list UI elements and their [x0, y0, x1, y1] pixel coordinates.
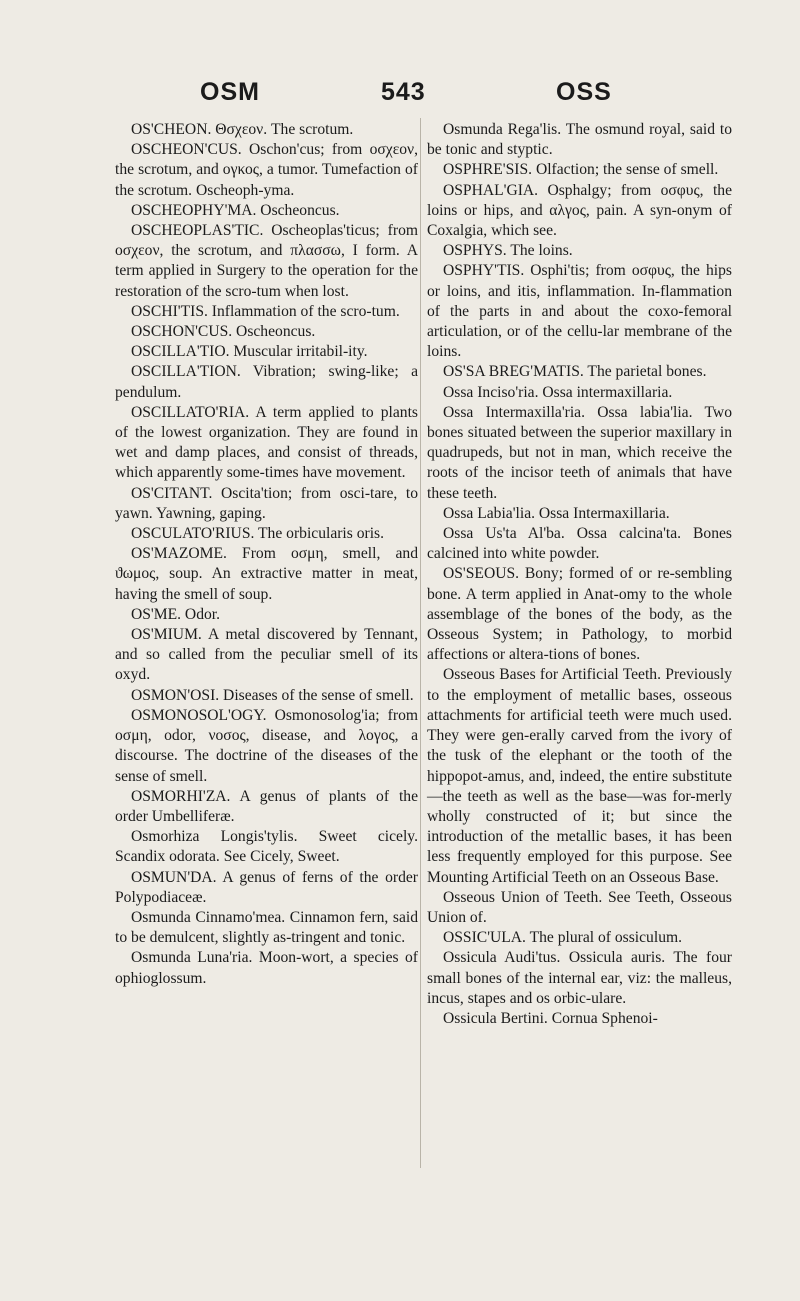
dictionary-entry: OSCILLA'TION. Vibration; swing-like; a pendulum.: [115, 363, 418, 401]
dictionary-entry: Ossa Inciso'ria. Ossa intermaxillaria.: [443, 383, 673, 401]
dictionary-entry: OSCHI'TIS. Inflammation of the scro-tum.: [131, 302, 400, 320]
dictionary-entry: OSCHEOPLAS'TIC. Oscheoplas'ticus; from οσχεον, the scrotum, and πλασσω, I form. A term applied in Surgery to the operation for the restoration of the scro-tum when lost.: [115, 222, 418, 300]
dictionary-entry: OSMUN'DA. A genus of ferns of the order Polypodiaceæ.: [115, 868, 418, 906]
dictionary-entry: OS'CITANT. Oscita'tion; from osci-tare, to yawn. Yawning, gaping.: [115, 484, 418, 522]
header-left-guide-word: OSM: [200, 78, 260, 106]
dictionary-entry: Ossicula Bertini. Cornua Sphenoi-: [443, 1009, 658, 1027]
dictionary-entry: OSMON'OSI. Diseases of the sense of smell.: [131, 686, 414, 704]
dictionary-entry: OS'MIUM. A metal discovered by Tennant, and so called from the peculiar smell of its oxyd.: [115, 626, 418, 684]
dictionary-entry: Osseous Bases for Artificial Teeth. Previously to the employment of metallic bases, osseous attachments for artificial teeth were much used. They were gen-erally carved from the ivory of the tusk of the elephant or the tooth of the hippopot-amus, and, indeed, the entire substitute—the teeth as well as the base—was for-merly wholly constructed of it; but since the introduction of the metallic bases, it has been less frequently employed for this purpose. See Mounting Artificial Teeth on an Osseous Base.: [427, 666, 732, 886]
running-header: [0, 78, 800, 112]
dictionary-entry: Ossa Intermaxilla'ria. Ossa labia'lia. Two bones situated between the superior maxillary in quadrupeds, but not in man, which receive the roots of the incisor teeth of animals that have these teeth.: [427, 403, 732, 502]
dictionary-entry: Osmunda Luna'ria. Moon-wort, a species of ophioglossum.: [115, 949, 418, 987]
dictionary-entry: OSCHEOPHY'MA. Oscheoncus.: [131, 201, 340, 219]
dictionary-entry: OSPHAL'GIA. Osphalgy; from οσφυς, the loins or hips, and αλγος, pain. A syn-onym of Coxalgia, which see.: [427, 181, 732, 240]
dictionary-entry: OSCULATO'RIUS. The orbicularis oris.: [131, 525, 385, 543]
right-column: [427, 120, 732, 1029]
dictionary-entry: Ossa Us'ta Al'ba. Ossa calcina'ta. Bones calcined into white powder.: [427, 525, 732, 563]
dictionary-entry: OS'MAZOME. From οσμη, smell, and ϑωμος, soup. An extractive matter in meat, having the smell of soup.: [115, 545, 418, 603]
dictionary-entry: OSMONOSOL'OGY. Osmonosolog'ia; from οσμη, odor, νοσος, disease, and λογος, a discourse. The doctrine of the diseases of the sense of smell.: [115, 706, 418, 785]
dictionary-entry: OSCILLATO'RIA. A term applied to plants of the lowest organization. They are found in wet and damp places, and consist of threads, which apparently some-times have movement.: [115, 403, 418, 482]
dictionary-entry: OSCILLA'TIO. Muscular irritabil-ity.: [131, 343, 368, 361]
dictionary-entry: Osseous Union of Teeth. See Teeth, Osseous Union of.: [427, 888, 732, 926]
page-number: 543: [381, 78, 426, 106]
dictionary-entry: OSPHY'TIS. Osphi'tis; from οσφυς, the hips or loins, and itis, inflammation. In-flammation of the parts in and about the coxo-femoral articulation, or of the cellu-lar membrane of the loins.: [427, 262, 732, 361]
dictionary-entry: OSCHEON'CUS. Oschon'cus; from οσχεον, the scrotum, and ογκος, a tumor. Tumefaction of the scrotum. Oscheoph-yma.: [115, 141, 418, 199]
dictionary-entry: Ossicula Audi'tus. Ossicula auris. The four small bones of the internal ear, viz: the malleus, incus, stapes and os orbic-ulare.: [427, 949, 732, 1007]
dictionary-entry: OS'CHEON. Θσχεον. The scrotum.: [131, 121, 354, 138]
dictionary-entry: Osmunda Cinnamo'mea. Cinnamon fern, said to be demulcent, slightly as-tringent and tonic.: [115, 908, 418, 947]
dictionary-entry: OSPHYS. The loins.: [443, 242, 573, 260]
dictionary-entry: OSPHRE'SIS. Olfaction; the sense of smell.: [443, 161, 719, 179]
dictionary-entry: OS'SA BREG'MATIS. The parietal bones.: [443, 363, 707, 381]
dictionary-entry: Ossa Labia'lia. Ossa Intermaxillaria.: [443, 504, 670, 522]
dictionary-entry: Osmorhiza Longis'tylis. Sweet cicely. Scandix odorata. See Cicely, Sweet.: [115, 828, 418, 866]
dictionary-entry: OSSIC'ULA. The plural of ossiculum.: [443, 929, 683, 947]
dictionary-entry: OSCHON'CUS. Oscheoncus.: [131, 323, 316, 341]
column-divider: [420, 118, 421, 1168]
dictionary-entry: OS'ME. Odor.: [131, 605, 221, 623]
left-column: [115, 120, 418, 989]
dictionary-entry: Osmunda Rega'lis. The osmund royal, said to be tonic and styptic.: [427, 121, 732, 159]
dictionary-entry: OS'SEOUS. Bony; formed of or re-sembling bone. A term applied in Anat-omy to the whole assemblage of the bones of the body, as the Osseous System; in Pathology, to morbid affections or altera-tions of bones.: [427, 565, 732, 664]
header-right-guide-word: OSS: [556, 78, 612, 106]
dictionary-entry: OSMORHI'ZA. A genus of plants of the order Umbelliferæ.: [115, 787, 418, 825]
